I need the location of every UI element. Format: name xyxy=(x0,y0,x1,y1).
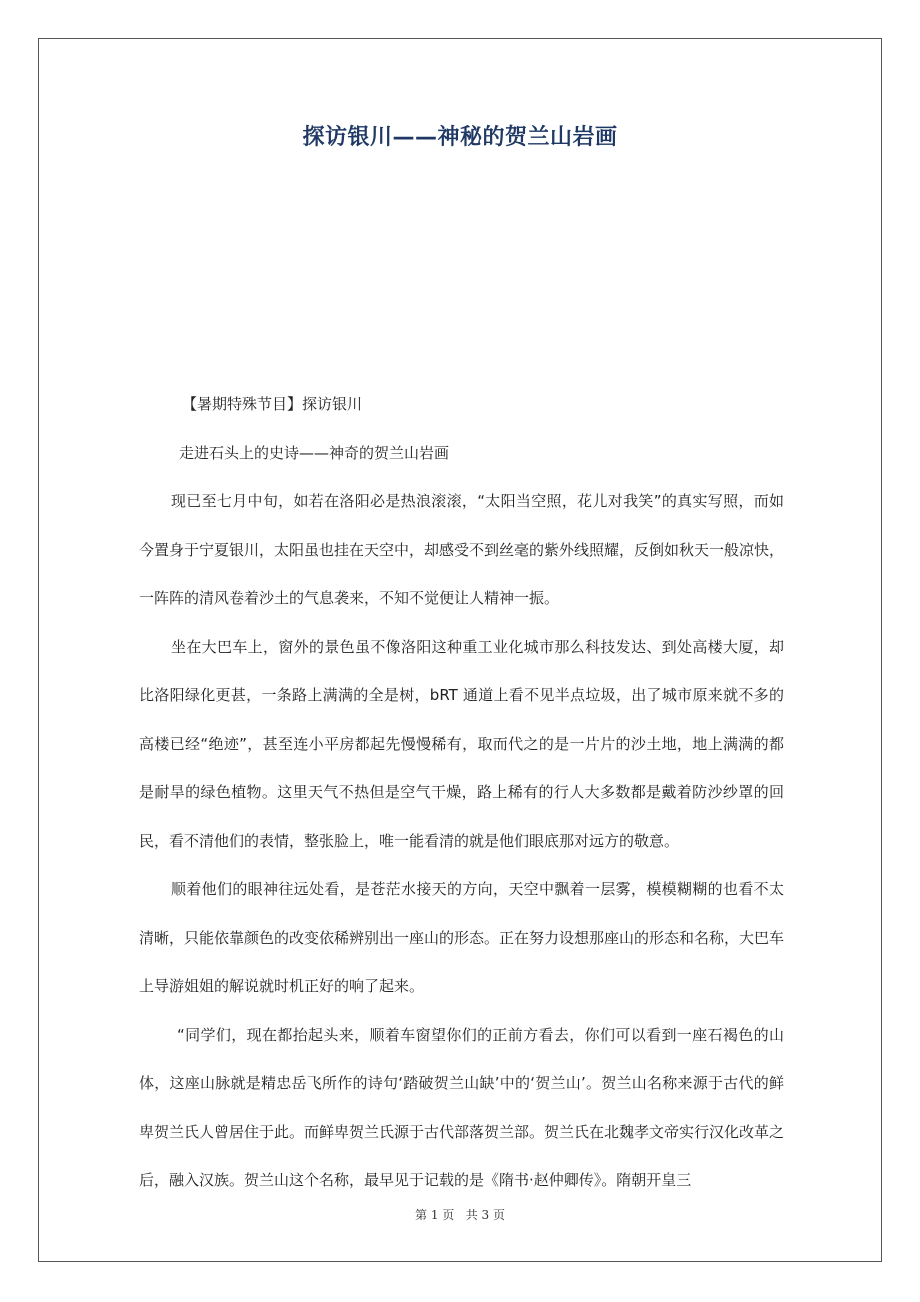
paragraph: 顺着他们的眼神往远处看，是苍茫水接天的方向，天空中飘着一层雾，模模糊糊的也看不太清晰，只能依靠颜色的改变依稀辨别出一座山的形态。正在努力设想那座山的形态和名称，大巴车上导游姐姐的解说就时机正好的响了起来。 xyxy=(139,880,785,995)
paragraph: 坐在大巴车上，窗外的景色虽不像洛阳这种重工业化城市那么科技发达、到处高楼大厦，却比洛阳绿化更甚，一条路上满满的全是树，bRT 通道上看不见半点垃圾，出了城市原来就不多的高楼已经“绝迹”，甚至连小平房都起先慢慢稀有，取而代之的是一片片的沙土地，地上满满的都是耐旱的绿色植物。这里天气不热但是空气干燥，路上稀有的行人大多数都是戴着防沙纱罩的回民，看不清他们的表情，整张脸上，唯一能看清的就是他们眼底那对远方的敬意。 xyxy=(139,637,784,850)
page-footer xyxy=(0,1205,920,1225)
page-total: 共 3 页 xyxy=(465,1208,505,1222)
program-heading: 【暑期特殊节目】探访银川 xyxy=(182,395,363,413)
article-subtitle: 走进石头上的史诗——神奇的贺兰山岩画 xyxy=(179,443,450,462)
document-body xyxy=(139,380,784,1205)
document-title: 探访银川——神秘的贺兰山岩画 xyxy=(302,125,618,150)
paragraph: “同学们，现在都抬起头来，顺着车窗望你们的正前方看去，你们可以看到一座石褐色的山体，这座山脉就是精忠岳飞所作的诗句‘踏破贺兰山缺’中的‘贺兰山’。贺兰山名称来源于古代的鲜卑贺兰氏人曾居住于此。而鲜卑贺兰氏源于古代部落贺兰部。贺兰氏在北魏孝文帝实行汉化改革之后，融入汉族。贺兰山这个名称，最早见于记载的是《隋书·赵仲卿传》。隋朝开皇三 xyxy=(139,1025,785,1189)
page-number: 第 1 页 xyxy=(415,1208,455,1222)
paragraph: 现已至七月中旬，如若在洛阳必是热浪滚滚，“太阳当空照，花儿对我笑”的真实写照，而如今置身于宁夏银川，太阳虽也挂在天空中，却感受不到丝毫的紫外线照耀，反倒如秋天一般凉快，一阵阵的清风卷着沙土的气息袭来，不知不觉便让人精神一振。 xyxy=(139,492,785,607)
